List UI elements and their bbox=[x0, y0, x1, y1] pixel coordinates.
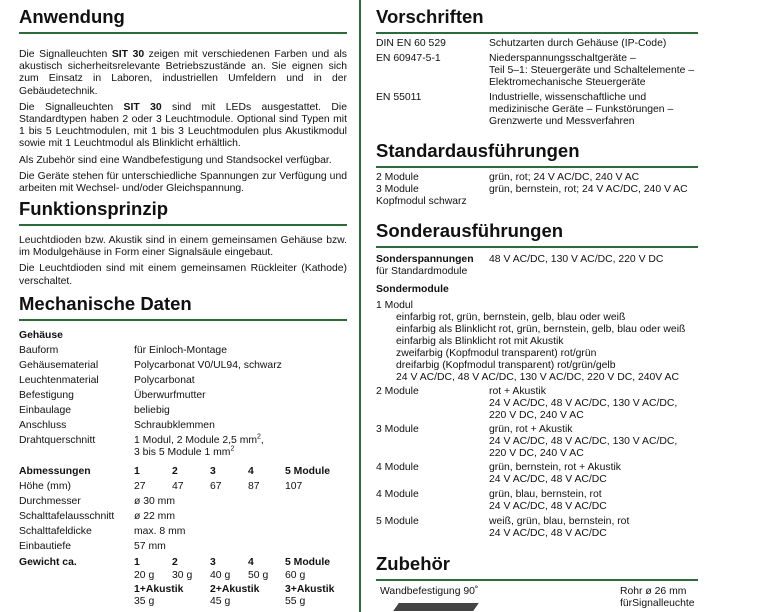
module-line: 24 V AC/DC, 48 V AC/DC, 130 V AC/DC, bbox=[489, 398, 678, 409]
spec-value: Überwurfmutter bbox=[134, 390, 206, 401]
module-line: 220 V DC, 240 V AC bbox=[489, 410, 584, 421]
module-label: 2 Module bbox=[376, 386, 419, 397]
drahtquerschnitt-label: Drahtquerschnitt bbox=[19, 435, 96, 446]
norm-id: EN 55011 bbox=[376, 92, 422, 103]
hoehe-value: 67 bbox=[210, 481, 222, 492]
spec-label: Befestigung bbox=[19, 390, 74, 401]
abmessungen-col: 2 bbox=[172, 466, 178, 477]
anwendung-paragraph-4: Die Geräte stehen für unterschiedliche Spannungen zur Verfügung und arbeiten mit Wechsel- und/oder Gleichspannung. bbox=[19, 170, 347, 195]
anwendung-paragraph-3: Als Zubehör sind eine Wandbefestigung und Standsockel verfügbar. bbox=[19, 154, 332, 166]
hoehe-value: 107 bbox=[285, 481, 303, 492]
section-funktionsprinzip bbox=[19, 198, 347, 292]
gewicht-col: 2 bbox=[172, 557, 178, 568]
wandbefestigung-label: Wandbefestigung 90˚ bbox=[380, 586, 479, 597]
akustik-value: 35 g bbox=[134, 596, 155, 607]
module-line: 24 V AC/DC, 48 V AC/DC, 130 V AC/DC, bbox=[489, 436, 678, 447]
norm-description: Elektromechanische Steuergeräte bbox=[489, 77, 646, 88]
heading-funktionsprinzip: Funktionsprinzip bbox=[19, 198, 347, 226]
gewicht-value: 50 g bbox=[248, 570, 269, 581]
akustik-col: 2+Akustik bbox=[210, 584, 260, 595]
section-anwendung bbox=[19, 6, 347, 199]
norm-id: EN 60947-5-1 bbox=[376, 53, 441, 64]
gewicht-label: Gewicht ca. bbox=[19, 557, 77, 568]
gewicht-value: 60 g bbox=[285, 570, 306, 581]
spec-value: Schraubklemmen bbox=[134, 420, 215, 431]
gewicht-value: 30 g bbox=[172, 570, 193, 581]
spec-value: Polycarbonat bbox=[134, 375, 195, 386]
module-label: 3 Module bbox=[376, 424, 419, 435]
module-line: rot + Akustik bbox=[489, 386, 546, 397]
module-line: grün, blau, bernstein, rot bbox=[489, 489, 602, 500]
module-line: 24 V AC/DC, 48 V AC/DC, 130 V AC/DC, 220 V DC, 240V AC bbox=[396, 372, 679, 383]
anwendung-paragraph-2: Die Signalleuchten SIT 30 sind mit LEDs ausgestattet. Die Standardtypen haben 2 oder 3 Leuchtmodule. Optional sind Typen mit 1 bis 5 Leuchtmodulen, mit 1 bis 3 Leuchtmodulen plus Akustikmodul sowie mit 1 Leuchtmodul als Blinklicht erhältlich. bbox=[19, 101, 347, 150]
heading-mechanische-daten: Mechanische Daten bbox=[19, 293, 347, 321]
rohr-label: Rohr ø 26 mm bbox=[620, 586, 687, 597]
gewicht-col: 4 bbox=[248, 557, 254, 568]
spec-label: Anschluss bbox=[19, 420, 67, 431]
module-line: einfarbig rot, grün, bernstein, gelb, blau oder weiß bbox=[396, 312, 626, 323]
heading-sonderausfuehrungen: Sonderausführungen bbox=[376, 220, 698, 248]
heading-anwendung: Anwendung bbox=[19, 6, 347, 34]
funktion-paragraph-1: Leuchtdioden bzw. Akustik sind in einem gemeinsamen Gehäuse bzw. im Modulgehäuse in Form einer Signalsäule eingebaut. bbox=[19, 235, 347, 259]
durchmesser-value: ø 30 mm bbox=[134, 496, 175, 507]
sonderspannungen-label: Sonderspannungen bbox=[376, 254, 474, 265]
akustik-value: 55 g bbox=[285, 596, 306, 607]
einbautiefe-label: Einbautiefe bbox=[19, 541, 71, 552]
drahtquerschnitt-value-1: 1 Modul, 2 Module 2,5 $mm^2$, bbox=[134, 433, 264, 446]
gewicht-col: 5 Module bbox=[285, 557, 331, 568]
standard-value: grün, bernstein, rot; 24 V AC/DC, 240 V AC bbox=[489, 184, 688, 195]
spec-value: Polycarbonat V0/UL94, schwarz bbox=[134, 360, 282, 371]
section-mechanische-daten bbox=[19, 293, 347, 612]
schalttafelausschnitt-label: Schalttafelausschnitt bbox=[19, 511, 115, 522]
section-zubehoer bbox=[376, 553, 698, 609]
section-vorschriften bbox=[376, 6, 698, 127]
spec-value: für Einloch-Montage bbox=[134, 345, 227, 356]
module-line: zweifarbig (Kopfmodul transparent) rot/grün bbox=[396, 348, 597, 359]
standard-label: 2 Module bbox=[376, 172, 419, 183]
spec-label: Gehäusematerial bbox=[19, 360, 99, 371]
section-sonderausfuehrungen bbox=[376, 220, 698, 539]
akustik-col: 1+Akustik bbox=[134, 584, 184, 595]
module-label: 1 Modul bbox=[376, 300, 413, 311]
spec-label: Einbaulage bbox=[19, 405, 71, 416]
gewicht-value: 20 g bbox=[134, 570, 155, 581]
akustik-col: 3+Akustik bbox=[285, 584, 335, 595]
section-standardausfuehrungen bbox=[376, 140, 698, 207]
norm-description: Grenzwerte und Messverfahren bbox=[489, 116, 635, 127]
sondermodule-label: Sondermodule bbox=[376, 284, 449, 295]
standard-label: Kopfmodul schwarz bbox=[376, 196, 467, 207]
norm-description: Teil 5–1: Steuergeräte und Schaltelemente – bbox=[489, 65, 695, 76]
module-line: dreifarbig (Kopfmodul transparent) rot/grün/gelb bbox=[396, 360, 616, 371]
schalttafelausschnitt-value: ø 22 mm bbox=[134, 511, 175, 522]
hoehe-label: Höhe (mm) bbox=[19, 481, 71, 492]
abmessungen-col: 3 bbox=[210, 466, 216, 477]
heading-standardausfuehrungen: Standardausführungen bbox=[376, 140, 698, 168]
norm-description: Schutzarten durch Gehäuse (IP-Code) bbox=[489, 38, 667, 49]
hoehe-value: 87 bbox=[248, 481, 260, 492]
drahtquerschnitt-value-2: 3 bis 5 Module 1 $mm^2$ bbox=[134, 445, 235, 458]
gewicht-col: 1 bbox=[134, 557, 140, 568]
abmessungen-col: 5 Module bbox=[285, 466, 331, 477]
module-line: einfarbig als Blinklicht rot, grün, bernstein, gelb, blau oder weiß bbox=[396, 324, 686, 335]
schalttafeldicke-value: max. 8 mm bbox=[134, 526, 186, 537]
schalttafeldicke-label: Schalttafeldicke bbox=[19, 526, 92, 537]
standard-value: grün, rot; 24 V AC/DC, 240 V AC bbox=[489, 172, 640, 183]
funktion-paragraph-2: Die Leuchtdioden sind mit einem gemeinsamen Rückleiter (Kathode) verschaltet. bbox=[19, 263, 347, 287]
norm-description: medizinische Geräte – Funkstörungen – bbox=[489, 104, 674, 115]
module-line: 24 V AC/DC, 48 V AC/DC bbox=[489, 528, 607, 539]
standard-label: 3 Module bbox=[376, 184, 419, 195]
norm-description: Niederspannungsschaltgeräte – bbox=[489, 53, 636, 64]
sonderspannungen-sub: für Standardmodule bbox=[376, 266, 468, 277]
column-divider bbox=[359, 0, 361, 612]
norm-description: Industrielle, wissenschaftliche und bbox=[489, 92, 647, 103]
spec-label: Bauform bbox=[19, 345, 59, 356]
module-line: 220 V DC, 240 V AC bbox=[489, 448, 584, 459]
abmessungen-label: Abmessungen bbox=[19, 466, 91, 477]
module-line: 24 V AC/DC, 48 V AC/DC bbox=[489, 474, 607, 485]
heading-zubehoer: Zubehör bbox=[376, 553, 698, 581]
module-line: einfarbig als Blinklicht rot mit Akustik bbox=[396, 336, 564, 347]
einbautiefe-value: 57 mm bbox=[134, 541, 166, 552]
module-line: weiß, grün, blau, bernstein, rot bbox=[489, 516, 630, 527]
module-line: grün, bernstein, rot + Akustik bbox=[489, 462, 621, 473]
hoehe-value: 27 bbox=[134, 481, 146, 492]
spec-value: beliebig bbox=[134, 405, 170, 416]
heading-vorschriften: Vorschriften bbox=[376, 6, 698, 34]
gewicht-col: 3 bbox=[210, 557, 216, 568]
anwendung-paragraph-1: Die Signalleuchten SIT 30 zeigen mit verschiedenen Farben und als akustisch sicherheitsrelevante Betriebszustände an. Sie eignen sich zum Einsatz in Laboren, industriellen Umfeldern und in der Gebäudetechnik. bbox=[19, 49, 348, 97]
hoehe-value: 47 bbox=[172, 481, 184, 492]
sonderspannungen-value: 48 V AC/DC, 130 V AC/DC, 220 V DC bbox=[489, 254, 664, 265]
abmessungen-col: 1 bbox=[134, 466, 140, 477]
rohr-sublabel: fürSignalleuchte bbox=[620, 598, 695, 609]
spec-label: Leuchtenmaterial bbox=[19, 375, 99, 386]
gehaeuse-subheading: Gehäuse bbox=[19, 330, 63, 341]
abmessungen-col: 4 bbox=[248, 466, 254, 477]
module-label: 5 Module bbox=[376, 516, 419, 527]
module-label: 4 Module bbox=[376, 462, 419, 473]
durchmesser-label: Durchmesser bbox=[19, 496, 81, 507]
wall-mount-image bbox=[393, 603, 479, 611]
module-line: 24 V AC/DC, 48 V AC/DC bbox=[489, 501, 607, 512]
akustik-value: 45 g bbox=[210, 596, 231, 607]
module-label: 4 Module bbox=[376, 489, 419, 500]
module-line: grün, rot + Akustik bbox=[489, 424, 573, 435]
norm-id: DIN EN 60 529 bbox=[376, 38, 446, 49]
gewicht-value: 40 g bbox=[210, 570, 231, 581]
